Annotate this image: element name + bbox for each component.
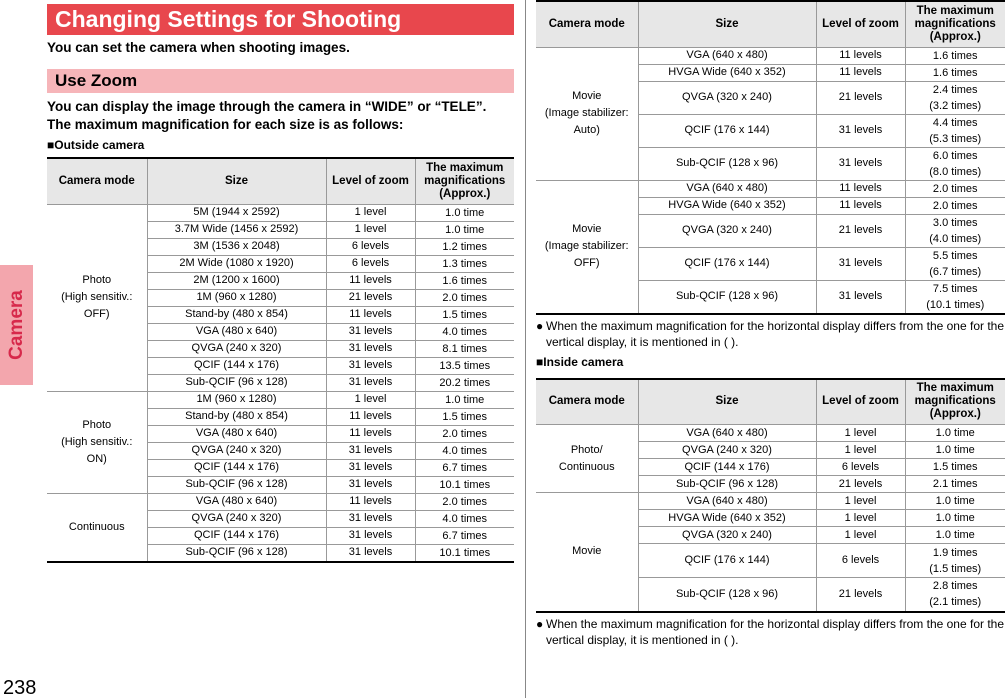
size-cell: 1M (960 x 1280) (147, 289, 326, 306)
size-cell: Sub-QCIF (128 x 96) (638, 147, 816, 180)
table-row (536, 425, 1005, 442)
zoom-level-cell: 21 levels (326, 289, 415, 306)
table-row (47, 204, 514, 221)
outside-zoom-table-1 (47, 157, 514, 563)
magnification-cell: 4.0 times (415, 442, 514, 459)
zoom-level-cell: 31 levels (326, 323, 415, 340)
zoom-level-cell: 6 levels (816, 459, 905, 476)
zoom-level-cell: 31 levels (816, 147, 905, 180)
table-row (536, 180, 1005, 197)
zoom-level-cell: 31 levels (326, 357, 415, 374)
subsection-title: Use Zoom (47, 69, 514, 93)
magnification-cell: 1.0 time (905, 527, 1005, 544)
header-level: Level of zoom (816, 1, 905, 47)
column-divider (525, 0, 526, 698)
size-cell: QCIF (144 x 176) (147, 459, 326, 476)
zoom-level-cell: 31 levels (326, 527, 415, 544)
zoom-level-cell: 11 levels (326, 408, 415, 425)
zoom-level-cell: 1 level (326, 221, 415, 238)
magnification-cell: 2.0 times (415, 493, 514, 510)
size-cell: QVGA (320 x 240) (638, 214, 816, 247)
zoom-level-cell: 1 level (816, 425, 905, 442)
zoom-level-cell: 31 levels (326, 544, 415, 562)
zoom-level-cell: 21 levels (816, 214, 905, 247)
header-max-magnification: The maximum magnifications (Approx.) (905, 379, 1005, 425)
note-bullet: ● (536, 318, 544, 333)
zoom-level-cell: 1 level (326, 391, 415, 408)
inside-camera-label: ■Inside camera (536, 354, 624, 369)
size-cell: VGA (480 x 640) (147, 493, 326, 510)
zoom-level-cell: 11 levels (816, 64, 905, 81)
size-cell: VGA (480 x 640) (147, 323, 326, 340)
zoom-level-cell: 1 level (816, 510, 905, 527)
size-cell: QVGA (240 x 320) (147, 442, 326, 459)
camera-mode-cell: Photo/ Continuous (536, 425, 638, 493)
zoom-level-cell: 11 levels (326, 272, 415, 289)
magnification-cell: 1.6 times (415, 272, 514, 289)
size-cell: QCIF (144 x 176) (638, 459, 816, 476)
size-cell: 1M (960 x 1280) (147, 391, 326, 408)
zoom-level-cell: 31 levels (326, 374, 415, 391)
header-size: Size (638, 379, 816, 425)
header-camera-mode: Camera mode (536, 1, 638, 47)
magnification-cell: 2.0 times (905, 197, 1005, 214)
header-camera-mode: Camera mode (536, 379, 638, 425)
camera-mode-cell: Movie (Image stabilizer: OFF) (536, 180, 638, 314)
magnification-cell: 6.7 times (415, 527, 514, 544)
magnification-cell: 1.3 times (415, 255, 514, 272)
header-max-magnification: The maximum magnifications (Approx.) (415, 158, 514, 204)
size-cell: QVGA (240 x 320) (147, 340, 326, 357)
magnification-cell: 1.0 time (905, 442, 1005, 459)
zoom-level-cell: 1 level (816, 527, 905, 544)
note-text: When the maximum magnification for the horizontal display differs from the one for the vertical display, it is mentioned in ( ). (546, 318, 1004, 349)
size-cell: QVGA (240 x 320) (638, 442, 816, 459)
zoom-level-cell: 11 levels (816, 180, 905, 197)
zoom-level-cell: 6 levels (816, 544, 905, 578)
magnification-cell: 1.9 times (1.5 times) (905, 544, 1005, 578)
size-cell: Stand-by (480 x 854) (147, 408, 326, 425)
camera-mode-cell: Movie (Image stabilizer: Auto) (536, 47, 638, 180)
size-cell: QCIF (144 x 176) (147, 357, 326, 374)
table-row (536, 493, 1005, 510)
size-cell: HVGA Wide (640 x 352) (638, 64, 816, 81)
magnification-cell: 2.4 times (3.2 times) (905, 81, 1005, 114)
zoom-level-cell: 31 levels (326, 510, 415, 527)
magnification-cell: 3.0 times (4.0 times) (905, 214, 1005, 247)
section-intro: You can set the camera when shooting images. (47, 40, 350, 55)
magnification-cell: 13.5 times (415, 357, 514, 374)
zoom-level-cell: 31 levels (816, 247, 905, 280)
size-cell: QCIF (144 x 176) (147, 527, 326, 544)
size-cell: HVGA Wide (640 x 352) (638, 197, 816, 214)
table-row (47, 391, 514, 408)
size-cell: 2M Wide (1080 x 1920) (147, 255, 326, 272)
magnification-cell: 1.2 times (415, 238, 514, 255)
magnification-cell: 1.0 time (905, 425, 1005, 442)
zoom-level-cell: 11 levels (326, 306, 415, 323)
size-cell: Sub-QCIF (128 x 96) (638, 578, 816, 612)
size-cell: QVGA (240 x 320) (147, 510, 326, 527)
side-tab-label: Camera (5, 290, 27, 360)
right-column (536, 0, 1005, 648)
note-text: When the maximum magnification for the horizontal display differs from the one for the vertical display, it is mentioned in ( ). (546, 616, 1004, 647)
section-title: Changing Settings for Shooting (47, 4, 514, 35)
magnification-cell: 1.5 times (415, 306, 514, 323)
note-outside (536, 318, 1005, 350)
size-cell: 5M (1944 x 2592) (147, 204, 326, 221)
camera-mode-cell: Continuous (47, 493, 147, 562)
size-cell: QVGA (320 x 240) (638, 81, 816, 114)
size-cell: VGA (640 x 480) (638, 47, 816, 64)
size-cell: VGA (640 x 480) (638, 425, 816, 442)
header-level: Level of zoom (326, 158, 415, 204)
header-level: Level of zoom (816, 379, 905, 425)
size-cell: 3.7M Wide (1456 x 2592) (147, 221, 326, 238)
size-cell: QCIF (176 x 144) (638, 544, 816, 578)
magnification-cell: 1.5 times (415, 408, 514, 425)
magnification-cell: 10.1 times (415, 544, 514, 562)
magnification-cell: 2.8 times (2.1 times) (905, 578, 1005, 612)
zoom-level-cell: 11 levels (816, 197, 905, 214)
zoom-level-cell: 11 levels (816, 47, 905, 64)
magnification-cell: 4.0 times (415, 510, 514, 527)
zoom-level-cell: 6 levels (326, 255, 415, 272)
size-cell: Sub-QCIF (96 x 128) (147, 374, 326, 391)
note-bullet: ● (536, 616, 544, 631)
camera-mode-cell: Photo (High sensitiv.: ON) (47, 391, 147, 493)
magnification-cell: 2.1 times (905, 476, 1005, 493)
magnification-cell: 1.0 time (415, 391, 514, 408)
magnification-cell: 4.4 times (5.3 times) (905, 114, 1005, 147)
table-row (47, 493, 514, 510)
zoom-level-cell: 31 levels (816, 114, 905, 147)
side-tab-camera (0, 265, 33, 385)
outside-camera-label: ■Outside camera (47, 138, 145, 152)
size-cell: VGA (640 x 480) (638, 180, 816, 197)
zoom-level-cell: 31 levels (326, 442, 415, 459)
size-cell: Sub-QCIF (96 x 128) (147, 544, 326, 562)
left-column (47, 4, 514, 563)
magnification-cell: 1.5 times (905, 459, 1005, 476)
camera-mode-cell: Photo (High sensitiv.: OFF) (47, 204, 147, 391)
size-cell: 2M (1200 x 1600) (147, 272, 326, 289)
zoom-level-cell: 31 levels (326, 459, 415, 476)
size-cell: HVGA Wide (640 x 352) (638, 510, 816, 527)
size-cell: Stand-by (480 x 854) (147, 306, 326, 323)
zoom-level-cell: 6 levels (326, 238, 415, 255)
zoom-level-cell: 31 levels (816, 280, 905, 314)
magnification-cell: 2.0 times (415, 425, 514, 442)
header-size: Size (147, 158, 326, 204)
zoom-level-cell: 1 level (816, 493, 905, 510)
zoom-level-cell: 1 level (816, 442, 905, 459)
magnification-cell: 8.1 times (415, 340, 514, 357)
zoom-level-cell: 21 levels (816, 81, 905, 114)
size-cell: VGA (480 x 640) (147, 425, 326, 442)
zoom-level-cell: 11 levels (326, 425, 415, 442)
magnification-cell: 6.0 times (8.0 times) (905, 147, 1005, 180)
zoom-level-cell: 21 levels (816, 578, 905, 612)
size-cell: QVGA (320 x 240) (638, 527, 816, 544)
size-cell: VGA (640 x 480) (638, 493, 816, 510)
magnification-cell: 1.0 time (415, 204, 514, 221)
size-cell: Sub-QCIF (96 x 128) (638, 476, 816, 493)
inside-zoom-table (536, 378, 1005, 613)
magnification-cell: 1.0 time (905, 510, 1005, 527)
header-max-magnification: The maximum magnifications (Approx.) (905, 1, 1005, 47)
zoom-level-cell: 31 levels (326, 476, 415, 493)
magnification-cell: 1.6 times (905, 47, 1005, 64)
magnification-cell: 7.5 times (10.1 times) (905, 280, 1005, 314)
table-row (536, 47, 1005, 64)
magnification-cell: 20.2 times (415, 374, 514, 391)
zoom-level-cell: 31 levels (326, 340, 415, 357)
zoom-level-cell: 21 levels (816, 476, 905, 493)
camera-mode-cell: Movie (536, 493, 638, 612)
header-camera-mode: Camera mode (47, 158, 147, 204)
magnification-cell: 1.0 time (415, 221, 514, 238)
magnification-cell: 2.0 times (415, 289, 514, 306)
size-cell: QCIF (176 x 144) (638, 114, 816, 147)
header-size: Size (638, 1, 816, 47)
zoom-level-cell: 1 level (326, 204, 415, 221)
magnification-cell: 10.1 times (415, 476, 514, 493)
magnification-cell: 1.0 time (905, 493, 1005, 510)
magnification-cell: 6.7 times (415, 459, 514, 476)
magnification-cell: 1.6 times (905, 64, 1005, 81)
zoom-intro-2: The maximum magnification for each size is as follows: (47, 117, 404, 132)
size-cell: QCIF (176 x 144) (638, 247, 816, 280)
note-inside (536, 616, 1005, 648)
size-cell: Sub-QCIF (128 x 96) (638, 280, 816, 314)
page-number: 238 (3, 677, 37, 699)
magnification-cell: 5.5 times (6.7 times) (905, 247, 1005, 280)
size-cell: Sub-QCIF (96 x 128) (147, 476, 326, 493)
magnification-cell: 4.0 times (415, 323, 514, 340)
zoom-level-cell: 11 levels (326, 493, 415, 510)
outside-zoom-table-2 (536, 0, 1005, 315)
size-cell: 3M (1536 x 2048) (147, 238, 326, 255)
magnification-cell: 2.0 times (905, 180, 1005, 197)
zoom-intro-1: You can display the image through the camera in “WIDE” or “TELE”. (47, 99, 487, 114)
